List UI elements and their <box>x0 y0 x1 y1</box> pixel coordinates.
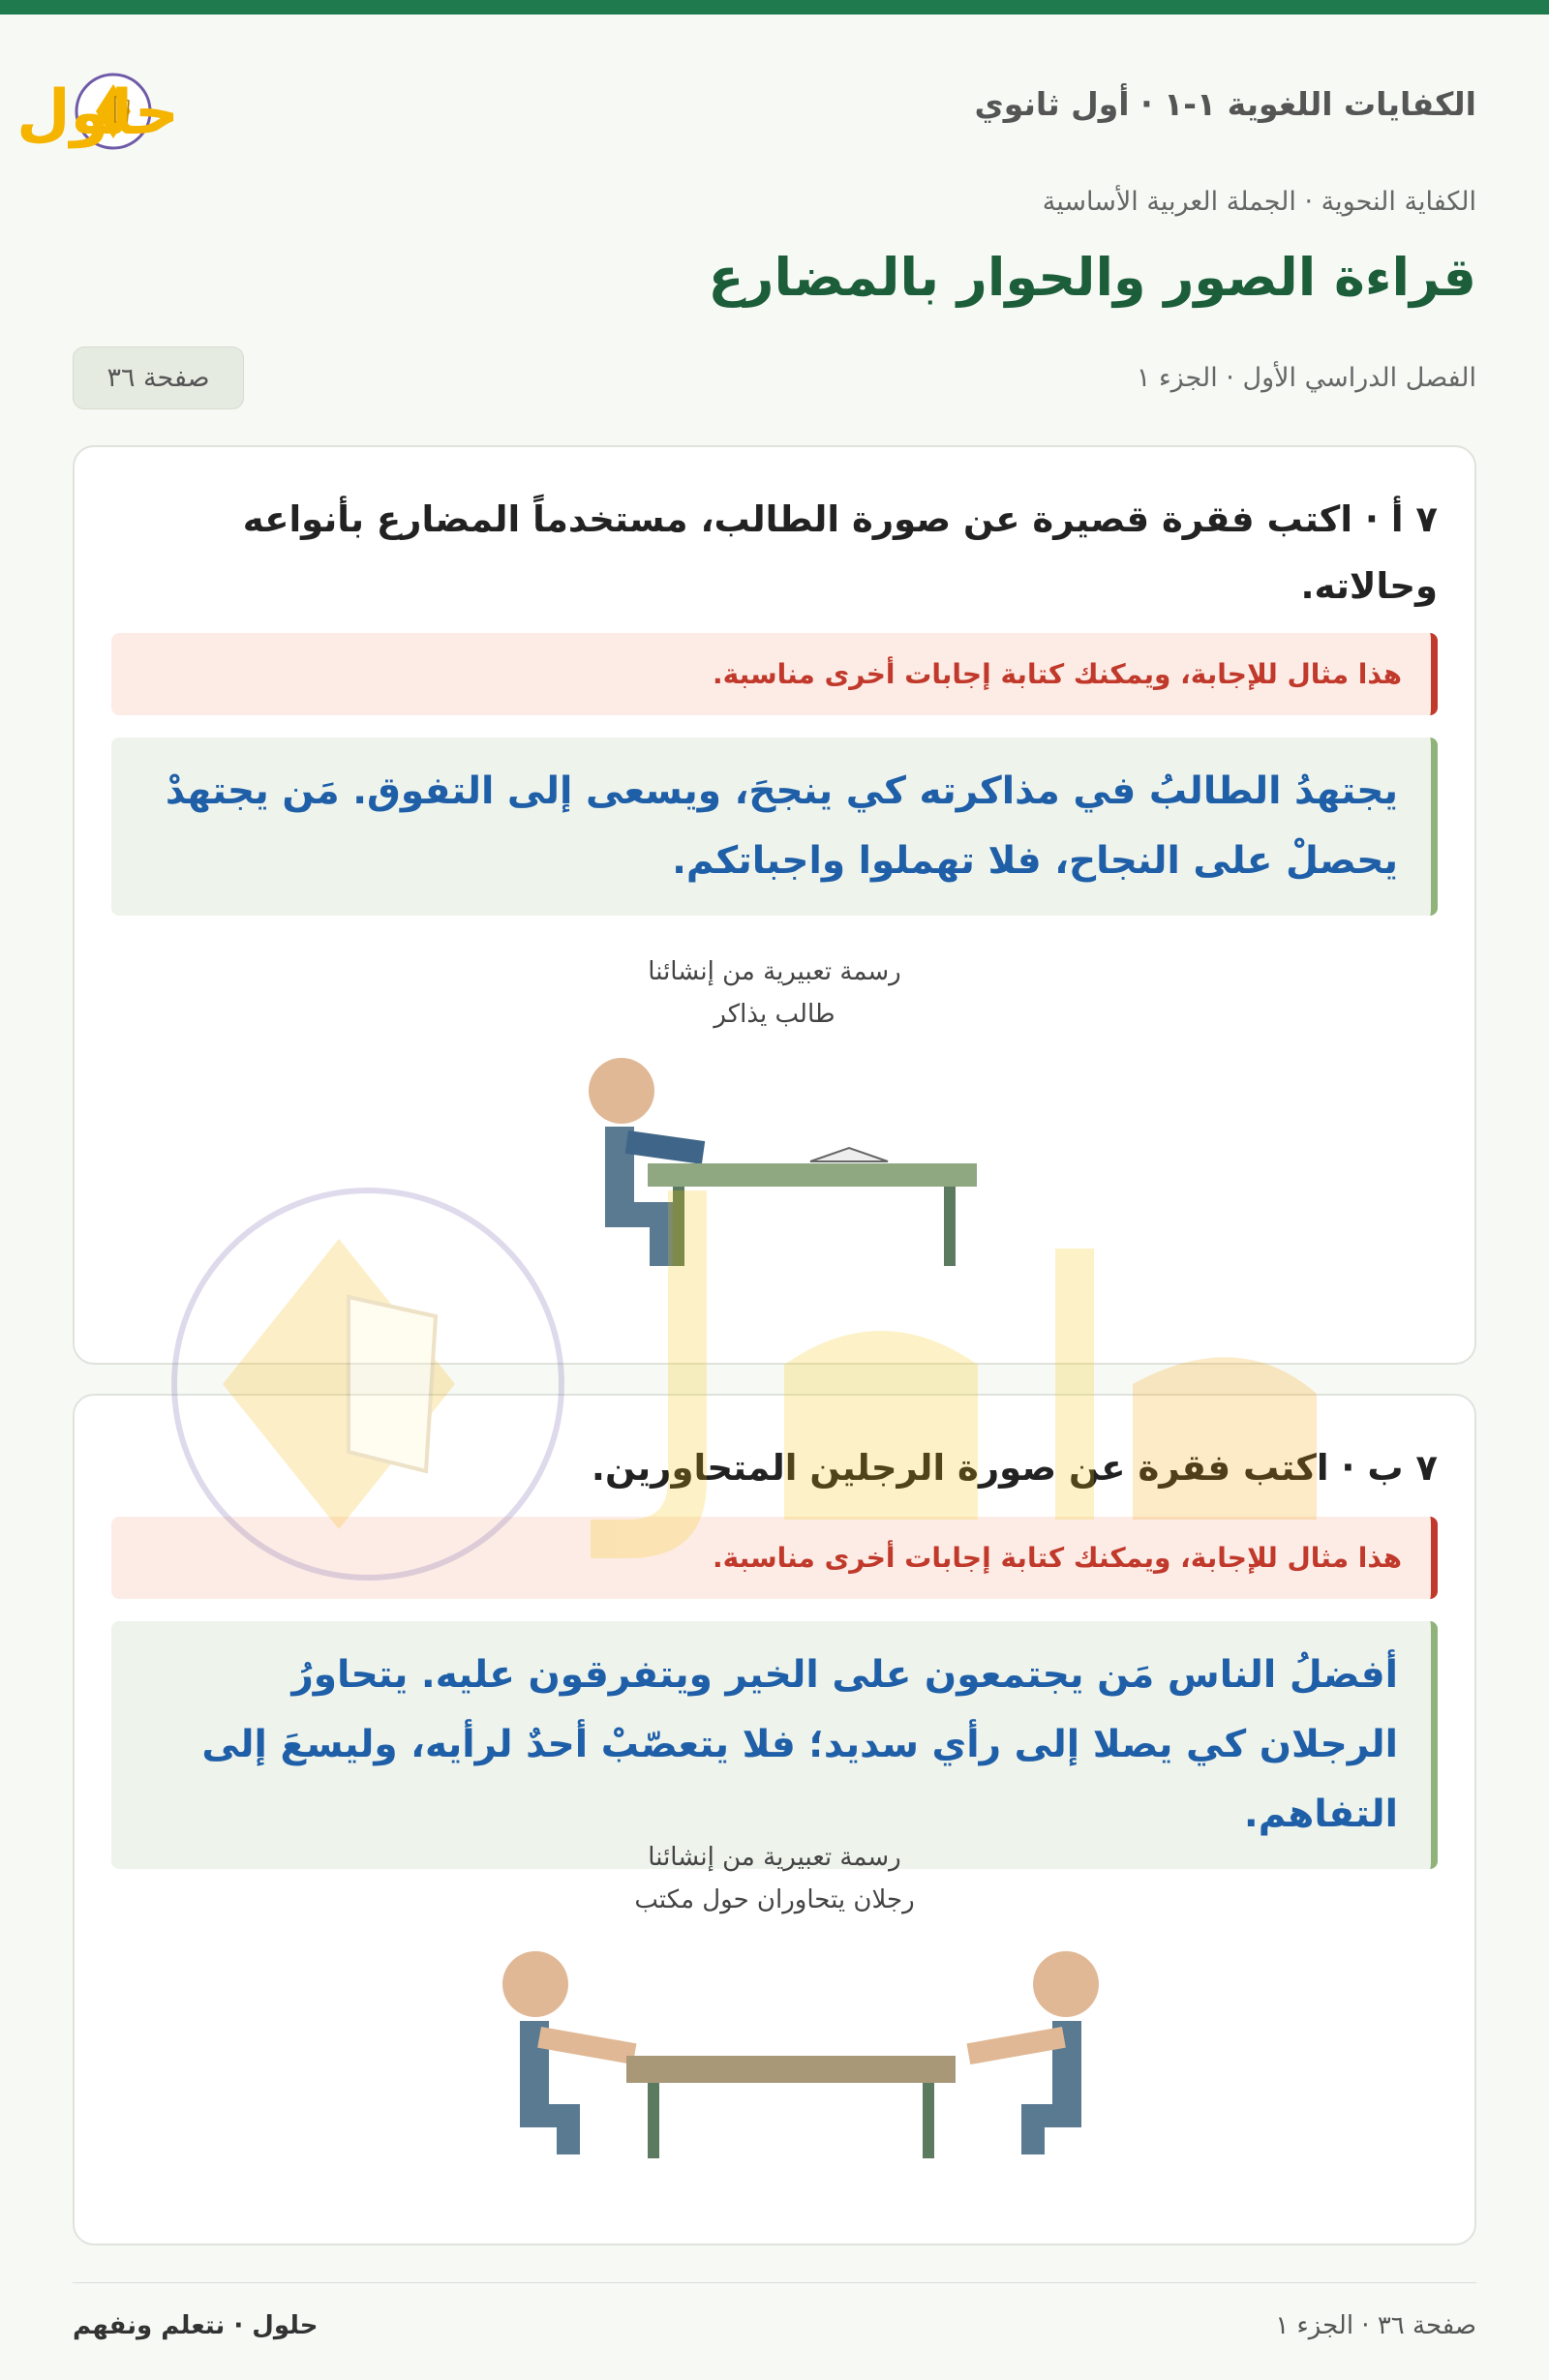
student-studying-illustration <box>578 1047 1062 1338</box>
caption-line: طالب يذاكر <box>714 1000 835 1029</box>
man-right-head <box>1033 1951 1099 2017</box>
page-number-badge: صفحة ٣٦ <box>73 346 244 409</box>
footer-divider <box>73 2282 1476 2283</box>
hulul-logo[interactable] <box>16 58 324 165</box>
student-head <box>589 1058 654 1124</box>
two-men-dialogue-illustration <box>481 1938 1120 2189</box>
section-breadcrumb: الكفاية النحوية · الجملة العربية الأساسية <box>1042 187 1476 217</box>
question-card-7a <box>73 445 1476 1365</box>
page-header <box>16 58 1476 165</box>
man-left-head <box>502 1951 568 2017</box>
man-right-leg <box>1021 2104 1045 2154</box>
desk-leg <box>944 1187 956 1266</box>
caption-line: رسمة تعبيرية من إنشائنا <box>648 957 901 986</box>
model-answer: أفضلُ الناس مَن يجتمعون على الخير ويتفرقون عليه. يتحاورُ الرجلان كي يصلا إلى رأي سديد؛ فلا يتعصّبْ أحدٌ لرأيه، وليسعَ إلى التفاهم. <box>111 1621 1438 1869</box>
logo-text: حلول <box>16 77 179 149</box>
question-prompt: ٧ ب · اكتب فقرة عن صورة الرجلين المتحاورين. <box>591 1447 1438 1489</box>
man-left-arm <box>537 2027 636 2064</box>
desk-top <box>626 2056 956 2083</box>
student-arm <box>625 1130 706 1164</box>
man-right-arm <box>967 2027 1066 2064</box>
question-card-7b <box>73 1394 1476 2245</box>
footer-brand: حلول · نتعلم ونفهم <box>73 2311 319 2340</box>
footer-page-ref: صفحة ٣٦ · الجزء ١ <box>1275 2311 1476 2340</box>
illustration-caption <box>75 950 1474 1036</box>
illustration-caption <box>75 1836 1474 1921</box>
model-answer: يجتهدُ الطالبُ في مذاكرته كي ينجحَ، ويسعى إلى التفوق. مَن يجتهدْ يحصلْ على النجاح، فلا تهملوا واجباتكم. <box>111 738 1438 916</box>
student-leg <box>650 1202 675 1266</box>
desk-top <box>648 1163 977 1187</box>
question-prompt: ٧ أ · اكتب فقرة قصيرة عن صورة الطالب، مستخدماً المضارع بأنواعه وحالاته. <box>242 498 1438 607</box>
desk-leg <box>673 1187 684 1266</box>
book-icon <box>810 1148 888 1161</box>
page-title: قراءة الصور والحوار بالمضارع <box>708 247 1476 308</box>
top-accent-bar <box>0 0 1549 15</box>
man-left-leg <box>557 2104 580 2154</box>
desk-leg <box>923 2083 934 2158</box>
caption-line: رجلان يتحاوران حول مكتب <box>634 1885 915 1914</box>
desk-leg <box>648 2083 659 2158</box>
series-title: الكفايات اللغوية ١-١ · أول ثانوي <box>974 85 1476 123</box>
answer-note: هذا مثال للإجابة، ويمكنك كتابة إجابات أخرى مناسبة. <box>111 633 1438 715</box>
answer-note: هذا مثال للإجابة، ويمكنك كتابة إجابات أخرى مناسبة. <box>111 1517 1438 1599</box>
caption-line: رسمة تعبيرية من إنشائنا <box>648 1843 901 1872</box>
semester-label: الفصل الدراسي الأول · الجزء ١ <box>1136 363 1476 393</box>
